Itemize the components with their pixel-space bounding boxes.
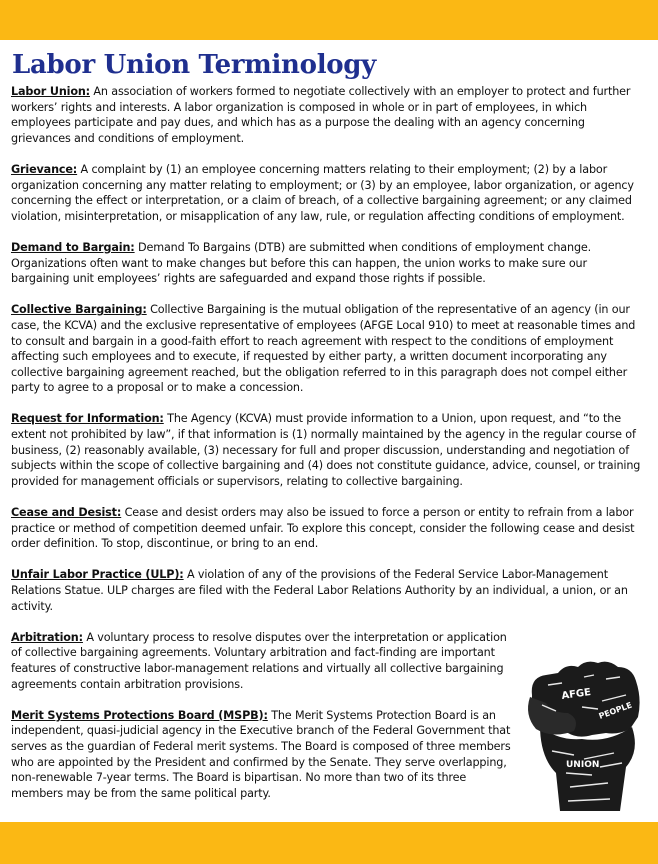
term-label: Merit Systems Protections Board (MSPB):: [11, 708, 268, 722]
term-definition: The Merit Systems Protection Board is an independent, quasi-judicial agency in the Executive branch of the Federal Government that serves as the guardian of Federal merit systems. The Board is composed of three members who are appointed by the President and confirmed by the Senate. They serve overlapping, non-renewable 7-year terms. The Board is bipartisan. No more than two of its three members may be from the same political party.: [11, 708, 511, 800]
term-definition: The Agency (KCVA) must provide information to a Union, upon request, and “to the extent not prohibited by law”, if that information is (1) normally maintained by the agency in the regular course of business, (2) reasonably available, (3) necessary for full and proper discussion, understanding and negotiation of subjects within the scope of collective bargaining and (4) does not constitute guidance, advice, counsel, or training provided for management officials or supervisors, relating to collective bargaining.: [11, 412, 641, 488]
entry-arbitration: [11, 630, 516, 692]
term-definition: Cease and desist orders may also be issued to force a person or entity to refrain from a labor practice or method of competition deemed unfair. To explore this concept, consider the following cease and desist order definition. To stop, discontinue, or bring to an end.: [11, 506, 635, 551]
entry-request-for-information: [11, 411, 645, 489]
term-label: Cease and Desist:: [11, 506, 122, 520]
raised-fist-image: [522, 655, 648, 813]
term-definition: Collective Bargaining is the mutual obligation of the representative of an agency (in our case, the KCVA) and the exclusive representative of employees (AFGE Local 910) to meet at reasonable times and to consult and bargain in a good-faith effort to reach agreement with respect to the conditions of employment affecting such employees and to execute, if requested by either party, a written document incorporating any collective bargaining agreement reached, but the obligation referred to in this paragraph does not compel either party to agree to a proposal or to make a concession.: [11, 303, 636, 395]
fist-union-word: UNION: [566, 760, 600, 770]
entry-labor-union: [11, 84, 645, 146]
entry-unfair-labor-practice: [11, 567, 645, 614]
term-definition: A complaint by (1) an employee concerning matters relating to their employment; (2) by a labor organization concerning any matter relating to employment; or (3) by an employee, labor organization, or agency concerning the effect or interpretation, or a claim of breach, of a collective bargaining agreement; or any claimed violation, misinterpretation, or misapplication of any law, rule, or regulation affecting conditions of employment.: [11, 162, 634, 223]
entry-demand-to-bargain: [11, 240, 645, 287]
term-definition: A violation of any of the provisions of the Federal Service Labor-Management Relations Statue. ULP charges are filed with the Federal Labor Relations Authority by an individual, a union, or an activity.: [11, 568, 628, 613]
entry-grievance: [11, 162, 645, 224]
entry-collective-bargaining: [11, 302, 645, 396]
term-label: Unfair Labor Practice (ULP):: [11, 568, 184, 582]
fist-afge-word: AFGE: [560, 686, 592, 702]
term-label: Demand to Bargain:: [11, 240, 135, 254]
bottom-yellow-band: [0, 822, 658, 864]
entry-mspb: [11, 708, 516, 802]
term-definition: A voluntary process to resolve disputes over the interpretation or application of collective bargaining agreements. Voluntary arbitration and fact-finding are important features of constructive labor-management relations and virtually all collective bargaining agreements contain arbitration provisions.: [11, 630, 507, 691]
page-title: Labor Union Terminology: [12, 50, 376, 80]
term-label: Request for Information:: [11, 412, 164, 426]
top-yellow-band: [0, 0, 658, 40]
entry-cease-and-desist: [11, 505, 645, 552]
term-definition: Demand To Bargains (DTB) are submitted when conditions of employment change. Organizations often want to make changes but before this can happen, the union works to make sure our bargaining unit employees’ rights are safeguarded and expand those rights if possible.: [11, 240, 592, 286]
term-definition: An association of workers formed to negotiate collectively with an employer to protect and further workers’ rights and interests. A labor organization is composed in whole or in part of employees, in which employees participate and pay dues, and which has as a purpose the dealing with an agency concerning grievances and conditions of employment.: [11, 85, 631, 145]
fist-people-word: PEOPLE: [597, 700, 634, 721]
term-label: Labor Union:: [11, 85, 90, 98]
term-label: Collective Bargaining:: [11, 303, 147, 317]
term-label: Grievance:: [11, 162, 78, 176]
term-label: Arbitration:: [11, 630, 83, 644]
